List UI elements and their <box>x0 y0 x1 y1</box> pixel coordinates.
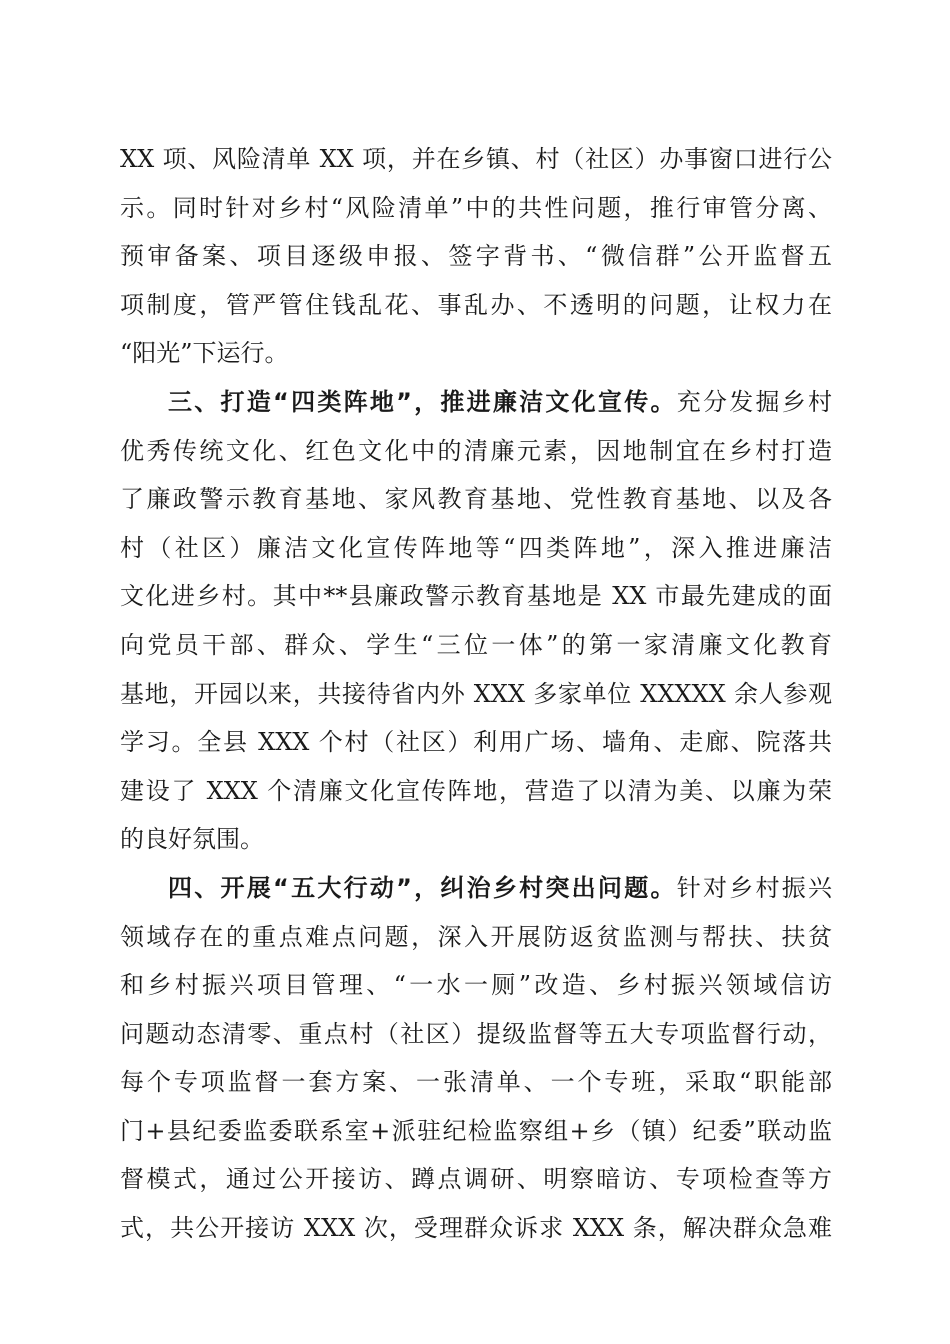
text-line: 领域存在的重点难点问题，深入开展防返贫监测与帮扶、扶贫 <box>120 922 832 951</box>
paragraph-first-line <box>120 864 832 913</box>
document-body <box>120 135 832 1253</box>
text-line: 项制度，管严管住钱乱花、事乱办、不透明的问题，让权力在 <box>120 290 832 319</box>
text-line: 建设了 XXX 个清廉文化宣传阵地，营造了以清为美、以廉为荣 <box>120 776 832 805</box>
paragraph-first-line <box>120 378 832 427</box>
text-line: 基地，开园以来，共接待省内外 XXX 多家单位 XXXXX 余人参观 <box>120 679 832 708</box>
paragraph-risk-list <box>120 135 832 378</box>
text-line: XX 项、风险清单 XX 项，并在乡镇、村（社区）办事窗口进行公 <box>120 145 832 173</box>
text-line: 门+县纪委监委联系室+派驻纪检监察组+乡（镇）纪委”联动监 <box>120 1116 832 1145</box>
text-line: 了廉政警示教育基地、家风教育基地、党性教育基地、以及各 <box>120 485 832 514</box>
text-line: 督模式，通过公开接访、蹲点调研、明察暗访、专项检查等方 <box>120 1165 832 1194</box>
text-line: 每个专项监督一套方案、一张清单、一个专班，采取“职能部 <box>120 1068 832 1097</box>
text-run: 针对乡村振兴 <box>676 873 832 902</box>
text-run: 充分发掘乡村 <box>676 387 832 416</box>
section-heading-four: 四、开展“五大行动”，纠治乡村突出问题。 <box>168 873 677 902</box>
section-heading-three: 三、打造“四类阵地”，推进廉洁文化宣传。 <box>168 387 677 416</box>
text-line: 和乡村振兴项目管理、“一水一厕”改造、乡村振兴领域信访 <box>120 971 832 1000</box>
text-line: 文化进乡村。其中**县廉政警示教育基地是 XX 市最先建成的面 <box>120 582 832 611</box>
text-line: 村（社区）廉洁文化宣传阵地等“四类阵地”，深入推进廉洁 <box>120 533 832 562</box>
text-line: 的良好氛围。 <box>120 825 264 854</box>
text-line: 问题动态清零、重点村（社区）提级监督等五大专项监督行动， <box>120 1019 832 1048</box>
text-line: “阳光”下运行。 <box>120 339 289 368</box>
text-line: 优秀传统文化、红色文化中的清廉元素，因地制宜在乡村打造 <box>120 436 832 465</box>
text-line: 式，共公开接访 XXX 次，受理群众诉求 XXX 条，解决群众急难 <box>120 1214 832 1243</box>
text-line: 示。同时针对乡村“风险清单”中的共性问题，推行审管分离、 <box>120 193 832 222</box>
paragraph-section-three <box>120 378 832 864</box>
text-line: 学习。全县 XXX 个村（社区）利用广场、墙角、走廊、院落共 <box>120 728 832 757</box>
text-line: 预审备案、项目逐级申报、签字背书、“微信群”公开监督五 <box>120 242 832 271</box>
paragraph-section-four <box>120 864 832 1253</box>
text-line: 向党员干部、群众、学生“三位一体”的第一家清廉文化教育 <box>120 630 832 659</box>
